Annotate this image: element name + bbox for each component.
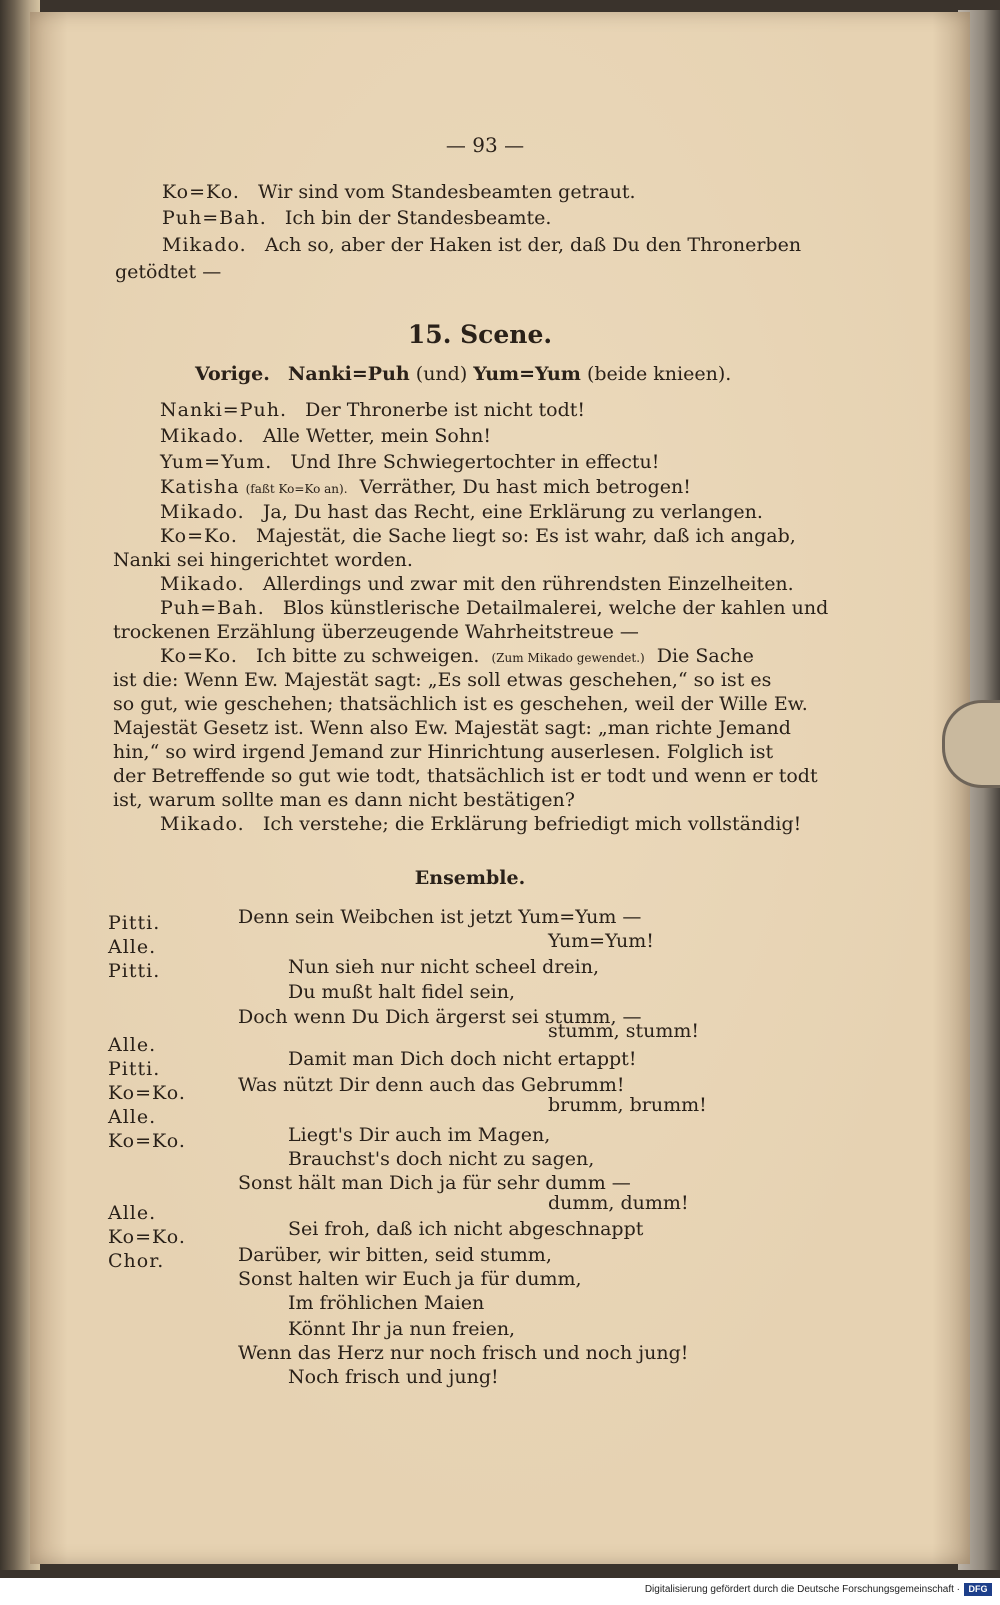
verse-line: Yum=Yum! xyxy=(548,930,654,952)
speaker: Mikado. xyxy=(160,813,245,835)
line-text: so gut, wie geschehen; thatsächlich ist es geschehen, weil der Wille Ew. xyxy=(113,693,808,715)
dialogue-line xyxy=(160,524,796,548)
line-text: Und Ihre Schwiegertochter in effectu! xyxy=(290,451,660,473)
verse-line: Nun sieh nur nicht scheel drein, xyxy=(288,956,600,978)
line-text: der Betreffende so gut wie todt, thatsächlich ist er todt und wenn er todt xyxy=(113,765,818,787)
speaker: Pitti. xyxy=(108,912,161,934)
line-text: Majestät Gesetz ist. Wenn also Ew. Majestät sagt: „man richte Jemand xyxy=(113,717,791,739)
verse-line: dumm, dumm! xyxy=(548,1192,689,1214)
line-text: Ach so, aber der Haken ist der, daß Du den Thronerben xyxy=(264,234,802,256)
speaker: Pitti. xyxy=(108,1058,161,1080)
verse-line: Brauchst's doch nicht zu sagen, xyxy=(288,1148,595,1170)
speaker: Ko=Ko. xyxy=(108,1226,186,1248)
verse-line: Sei froh, daß ich nicht abgeschnappt xyxy=(288,1218,644,1240)
dialogue-line xyxy=(113,764,818,788)
verse-line: Darüber, wir bitten, seid stumm, xyxy=(238,1244,552,1266)
speaker: Ko=Ko. xyxy=(160,525,238,547)
speaker: Mikado. xyxy=(160,573,245,595)
line-text: trockenen Erzählung überzeugende Wahrheitstreue — xyxy=(113,621,639,643)
line-text: ist die: Wenn Ew. Majestät sagt: „Es soll etwas geschehen,“ so ist es xyxy=(113,669,772,691)
ensemble-title: Ensemble. xyxy=(414,867,526,889)
speaker: Ko=Ko. xyxy=(108,1082,186,1104)
stage-direction: (faßt Ko=Ko an). xyxy=(245,482,348,496)
scene-cast xyxy=(195,362,731,386)
line-text: Verräther, Du hast mich betrogen! xyxy=(359,476,691,498)
verse-line: Liegt's Dir auch im Magen, xyxy=(288,1124,551,1146)
stage-direction: (Zum Mikado gewendet.) xyxy=(491,651,645,665)
cast-nanki: Nanki=Puh xyxy=(288,363,410,385)
line-text: hin,“ so wird irgend Jemand zur Hinrichtung auserlesen. Folglich ist xyxy=(113,741,774,763)
dialogue-line xyxy=(160,398,585,422)
verse-line: stumm, stumm! xyxy=(548,1020,700,1042)
verse-line: Noch frisch und jung! xyxy=(288,1366,499,1388)
line-text: Ja, Du hast das Recht, eine Erklärung zu verlangen. xyxy=(262,501,763,523)
line-text: Majestät, die Sache liegt so: Es ist wahr, daß ich angab, xyxy=(256,525,796,547)
line-text: Wir sind vom Standesbeamten getraut. xyxy=(258,181,636,203)
speaker: Alle. xyxy=(108,1106,157,1128)
dialogue-line xyxy=(113,668,771,692)
verse-line: brumm, brumm! xyxy=(548,1094,707,1116)
dialogue-line xyxy=(113,548,413,572)
line-text: Allerdings und zwar mit den rührendsten Einzelheiten. xyxy=(262,573,794,595)
speaker: Nanki=Puh. xyxy=(160,399,287,421)
page-number: — 93 — xyxy=(445,133,525,157)
speaker: Puh=Bah. xyxy=(160,597,265,619)
speaker: Pitti. xyxy=(108,960,161,982)
cast-note: (beide knieen). xyxy=(586,363,732,385)
verse-line: Was nützt Dir denn auch das Gebrumm! xyxy=(238,1074,625,1096)
verse-line: Sonst hält man Dich ja für sehr dumm — xyxy=(238,1172,631,1194)
cast-und: (und) xyxy=(415,363,468,385)
dialogue-line xyxy=(113,692,808,716)
speaker: Katisha xyxy=(160,476,240,498)
dialogue-line xyxy=(160,424,491,448)
dialogue-line xyxy=(160,644,754,670)
dialogue-line xyxy=(160,500,763,524)
dialogue-line xyxy=(162,233,801,257)
footer-credit: Digitalisierung gefördert durch die Deutsche Forschungsgemeinschaft · xyxy=(644,1584,960,1595)
dialogue-line xyxy=(160,812,801,836)
dialogue-line xyxy=(160,475,691,501)
scene-title: 15. Scene. xyxy=(407,320,553,349)
speaker: Mikado. xyxy=(160,425,245,447)
dialogue-line xyxy=(160,572,794,596)
line-text: Die Sache xyxy=(656,645,754,667)
line-text: Ich bin der Standesbeamte. xyxy=(284,207,552,229)
dialogue-line xyxy=(160,596,828,620)
dialogue-line xyxy=(113,740,773,764)
line-text: ist, warum sollte man es dann nicht bestätigen? xyxy=(113,789,575,811)
speaker: Ko=Ko. xyxy=(162,181,240,203)
verse-line: Könnt Ihr ja nun freien, xyxy=(288,1318,516,1340)
cast-yum: Yum=Yum xyxy=(473,363,581,385)
line-text: Blos künstlerische Detailmalerei, welche der kahlen und xyxy=(282,597,829,619)
verse-line: Im fröhlichen Maien xyxy=(288,1292,485,1314)
verse-line: Damit man Dich doch nicht ertappt! xyxy=(288,1048,637,1070)
dialogue-line xyxy=(115,260,221,284)
verse-line: Doch wenn Du Dich ärgerst sei stumm, — xyxy=(238,1006,642,1028)
line-text: getödtet — xyxy=(115,261,222,283)
line-text: Der Thronerbe ist nicht todt! xyxy=(305,399,586,421)
speaker: Puh=Bah. xyxy=(162,207,267,229)
speaker: Yum=Yum. xyxy=(160,451,273,473)
verse-line: Denn sein Weibchen ist jetzt Yum=Yum — xyxy=(238,906,642,928)
speaker: Mikado. xyxy=(162,234,247,256)
speaker: Alle. xyxy=(108,936,157,958)
speaker: Chor. xyxy=(108,1250,165,1272)
speaker: Alle. xyxy=(108,1202,157,1224)
dialogue-line xyxy=(113,788,575,812)
line-text: Ich bitte zu schweigen. xyxy=(256,645,480,667)
dialogue-line xyxy=(113,716,791,740)
cast-previous: Vorige. xyxy=(195,363,270,385)
dialogue-line xyxy=(160,450,659,474)
dialogue-line xyxy=(162,180,636,204)
line-text: Nanki sei hingerichtet worden. xyxy=(113,549,413,571)
dialogue-line xyxy=(113,620,639,644)
dfg-logo: DFG xyxy=(964,1583,992,1596)
speaker: Ko=Ko. xyxy=(108,1130,186,1152)
dialogue-line xyxy=(162,206,551,230)
verse-line: Sonst halten wir Euch ja für dumm, xyxy=(238,1268,582,1290)
line-text: Alle Wetter, mein Sohn! xyxy=(262,425,491,447)
speaker: Ko=Ko. xyxy=(160,645,238,667)
speaker: Mikado. xyxy=(160,501,245,523)
verse-line: Du mußt halt fidel sein, xyxy=(288,981,515,1003)
line-text: Ich verstehe; die Erklärung befriedigt mich vollständig! xyxy=(262,813,802,835)
speaker: Alle. xyxy=(108,1034,157,1056)
verse-line: Wenn das Herz nur noch frisch und noch jung! xyxy=(238,1342,689,1364)
